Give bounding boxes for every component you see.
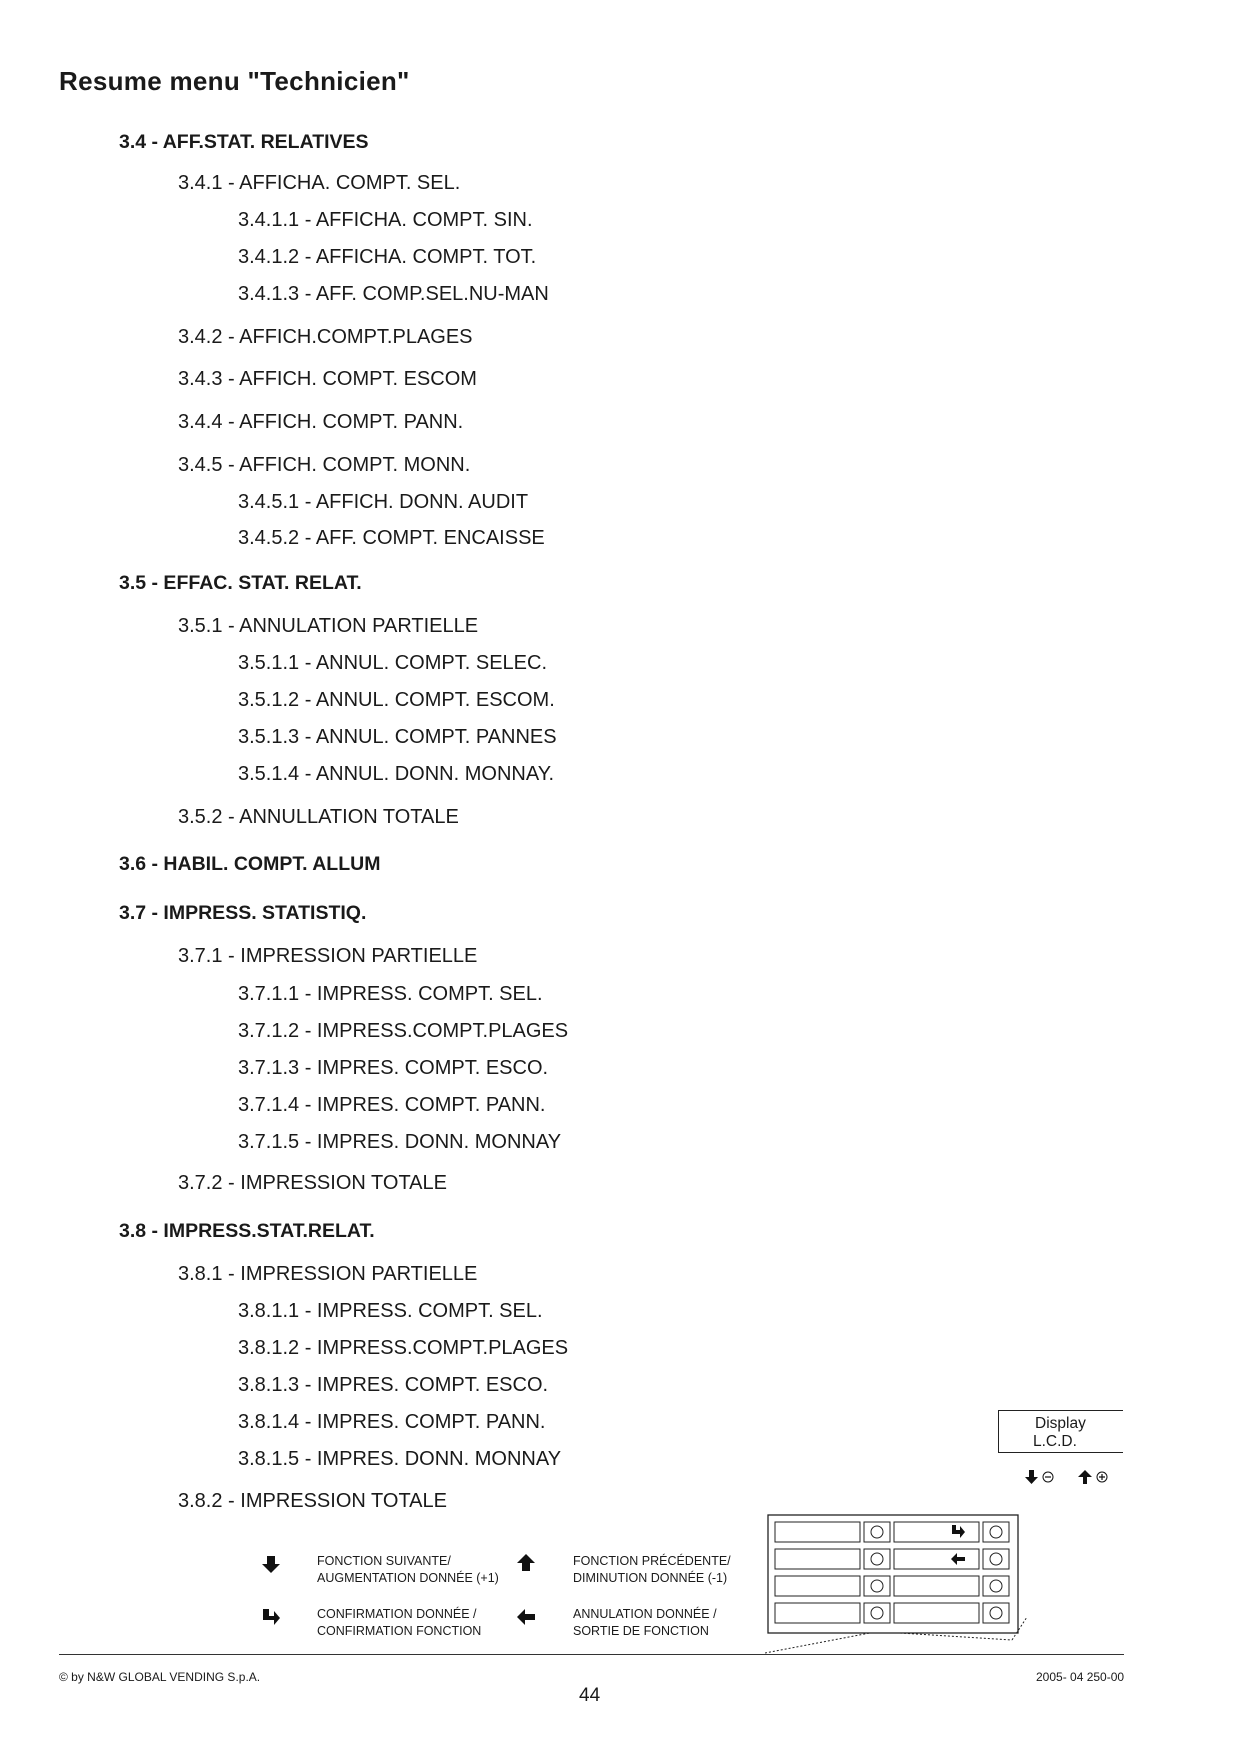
footer-divider: [59, 1654, 1124, 1655]
arrow-down-icon: [262, 1555, 280, 1573]
keypad-rows: [775, 1522, 1009, 1623]
menu-item-level-3: 3.5.1.1 - ANNUL. COMPT. SELEC.: [238, 652, 547, 674]
menu-item-level-2: 3.4.4 - AFFICH. COMPT. PANN.: [178, 411, 464, 433]
menu-item-level-2: 3.8.2 - IMPRESSION TOTALE: [178, 1490, 447, 1512]
page-title: Resume menu "Technicien": [59, 66, 410, 96]
arrow-up-icon: [1078, 1470, 1092, 1484]
menu-item-level-2: 3.5.1 - ANNULATION PARTIELLE: [178, 615, 479, 637]
menu-item-level-3: 3.7.1.3 - IMPRES. COMPT. ESCO.: [238, 1057, 549, 1079]
display-lcd-box: [998, 1410, 1123, 1453]
legend-previous-function: [573, 1553, 731, 1587]
minus-circle-icon: [1042, 1471, 1054, 1483]
menu-item-level-3: 3.8.1.1 - IMPRESS. COMPT. SEL.: [238, 1300, 543, 1322]
keypad-panel-diagram: [765, 1505, 1030, 1655]
menu-item-level-3: 3.7.1.2 - IMPRESS.COMPT.PLAGES: [238, 1020, 569, 1042]
menu-item-level-2: 3.7.2 - IMPRESSION TOTALE: [178, 1172, 447, 1194]
legend-back-line1: ANNULATION DONNÉE /: [573, 1607, 717, 1621]
menu-item-level-1: 3.7 - IMPRESS. STATISTIQ.: [119, 902, 367, 924]
menu-item-level-1: 3.8 - IMPRESS.STAT.RELAT.: [119, 1220, 375, 1242]
menu-item-level-3: 3.7.1.5 - IMPRES. DONN. MONNAY: [238, 1131, 562, 1153]
menu-item-level-2: 3.7.1 - IMPRESSION PARTIELLE: [178, 945, 478, 967]
legend-down-line1: FONCTION SUIVANTE/: [317, 1554, 451, 1568]
copyright-text: © by N&W GLOBAL VENDING S.p.A.: [59, 1670, 261, 1684]
menu-item-level-3: 3.4.5.2 - AFF. COMPT. ENCAISSE: [238, 527, 545, 549]
legend-cancel: [573, 1606, 717, 1640]
legend-enter-line1: CONFIRMATION DONNÉE /: [317, 1607, 477, 1621]
menu-item-level-1: 3.4 - AFF.STAT. RELATIVES: [119, 131, 369, 153]
menu-item-level-2: 3.5.2 - ANNULLATION TOTALE: [178, 806, 459, 828]
down-minus-key-icons: [1025, 1470, 1054, 1484]
legend-enter-line2: CONFIRMATION FONCTION: [317, 1624, 482, 1638]
menu-item-level-3: 3.8.1.5 - IMPRES. DONN. MONNAY: [238, 1448, 562, 1470]
cut-line: [765, 1617, 1027, 1653]
menu-item-level-3: 3.4.1.2 - AFFICHA. COMPT. TOT.: [238, 246, 537, 268]
legend-up-line1: FONCTION PRÉCÉDENTE/: [573, 1554, 731, 1568]
menu-item-level-2: 3.4.3 - AFFICH. COMPT. ESCOM: [178, 368, 477, 390]
menu-item-level-3: 3.8.1.2 - IMPRESS.COMPT.PLAGES: [238, 1337, 569, 1359]
menu-item-level-3: 3.7.1.4 - IMPRES. COMPT. PANN.: [238, 1094, 546, 1116]
arrow-enter-icon: [952, 1525, 965, 1538]
menu-item-level-2: 3.8.1 - IMPRESSION PARTIELLE: [178, 1263, 478, 1285]
arrow-left-icon: [951, 1553, 965, 1565]
legend-up-line2: DIMINUTION DONNÉE (-1): [573, 1571, 728, 1585]
legend-confirm: [317, 1606, 481, 1640]
legend-next-function: [317, 1553, 499, 1587]
up-plus-key-icons: [1078, 1470, 1108, 1484]
menu-item-level-3: 3.8.1.4 - IMPRES. COMPT. PANN.: [238, 1411, 546, 1433]
legend-down-line2: AUGMENTATION DONNÉE (+1): [317, 1571, 499, 1585]
menu-item-level-3: 3.5.1.2 - ANNUL. COMPT. ESCOM.: [238, 689, 555, 711]
menu-item-level-3: 3.8.1.3 - IMPRES. COMPT. ESCO.: [238, 1374, 549, 1396]
menu-item-level-3: 3.7.1.1 - IMPRESS. COMPT. SEL.: [238, 983, 543, 1005]
menu-item-level-1: 3.5 - EFFAC. STAT. RELAT.: [119, 572, 362, 594]
display-label-lcd: L.C.D.: [1033, 1433, 1077, 1450]
display-label: Display: [1035, 1415, 1086, 1432]
plus-circle-icon: [1096, 1471, 1108, 1483]
arrow-left-icon: [517, 1608, 535, 1626]
arrow-up-icon: [517, 1554, 535, 1572]
arrow-down-icon: [1025, 1470, 1038, 1484]
menu-item-level-3: 3.4.5.1 - AFFICH. DONN. AUDIT: [238, 491, 529, 513]
legend-back-line2: SORTIE DE FONCTION: [573, 1624, 709, 1638]
document-code: 2005- 04 250-00: [1036, 1670, 1125, 1684]
menu-item-level-2: 3.4.5 - AFFICH. COMPT. MONN.: [178, 454, 471, 476]
menu-item-level-1: 3.6 - HABIL. COMPT. ALLUM: [119, 853, 381, 875]
menu-item-level-3: 3.4.1.3 - AFF. COMP.SEL.NU-MAN: [238, 283, 549, 305]
menu-item-level-3: 3.5.1.3 - ANNUL. COMPT. PANNES: [238, 726, 557, 748]
menu-item-level-3: 3.5.1.4 - ANNUL. DONN. MONNAY.: [238, 763, 555, 785]
menu-item-level-3: 3.4.1.1 - AFFICHA. COMPT. SIN.: [238, 209, 533, 231]
menu-item-level-2: 3.4.2 - AFFICH.COMPT.PLAGES: [178, 326, 473, 348]
menu-item-level-2: 3.4.1 - AFFICHA. COMPT. SEL.: [178, 172, 461, 194]
arrow-enter-icon: [262, 1608, 280, 1626]
page-number: 44: [579, 1685, 601, 1706]
